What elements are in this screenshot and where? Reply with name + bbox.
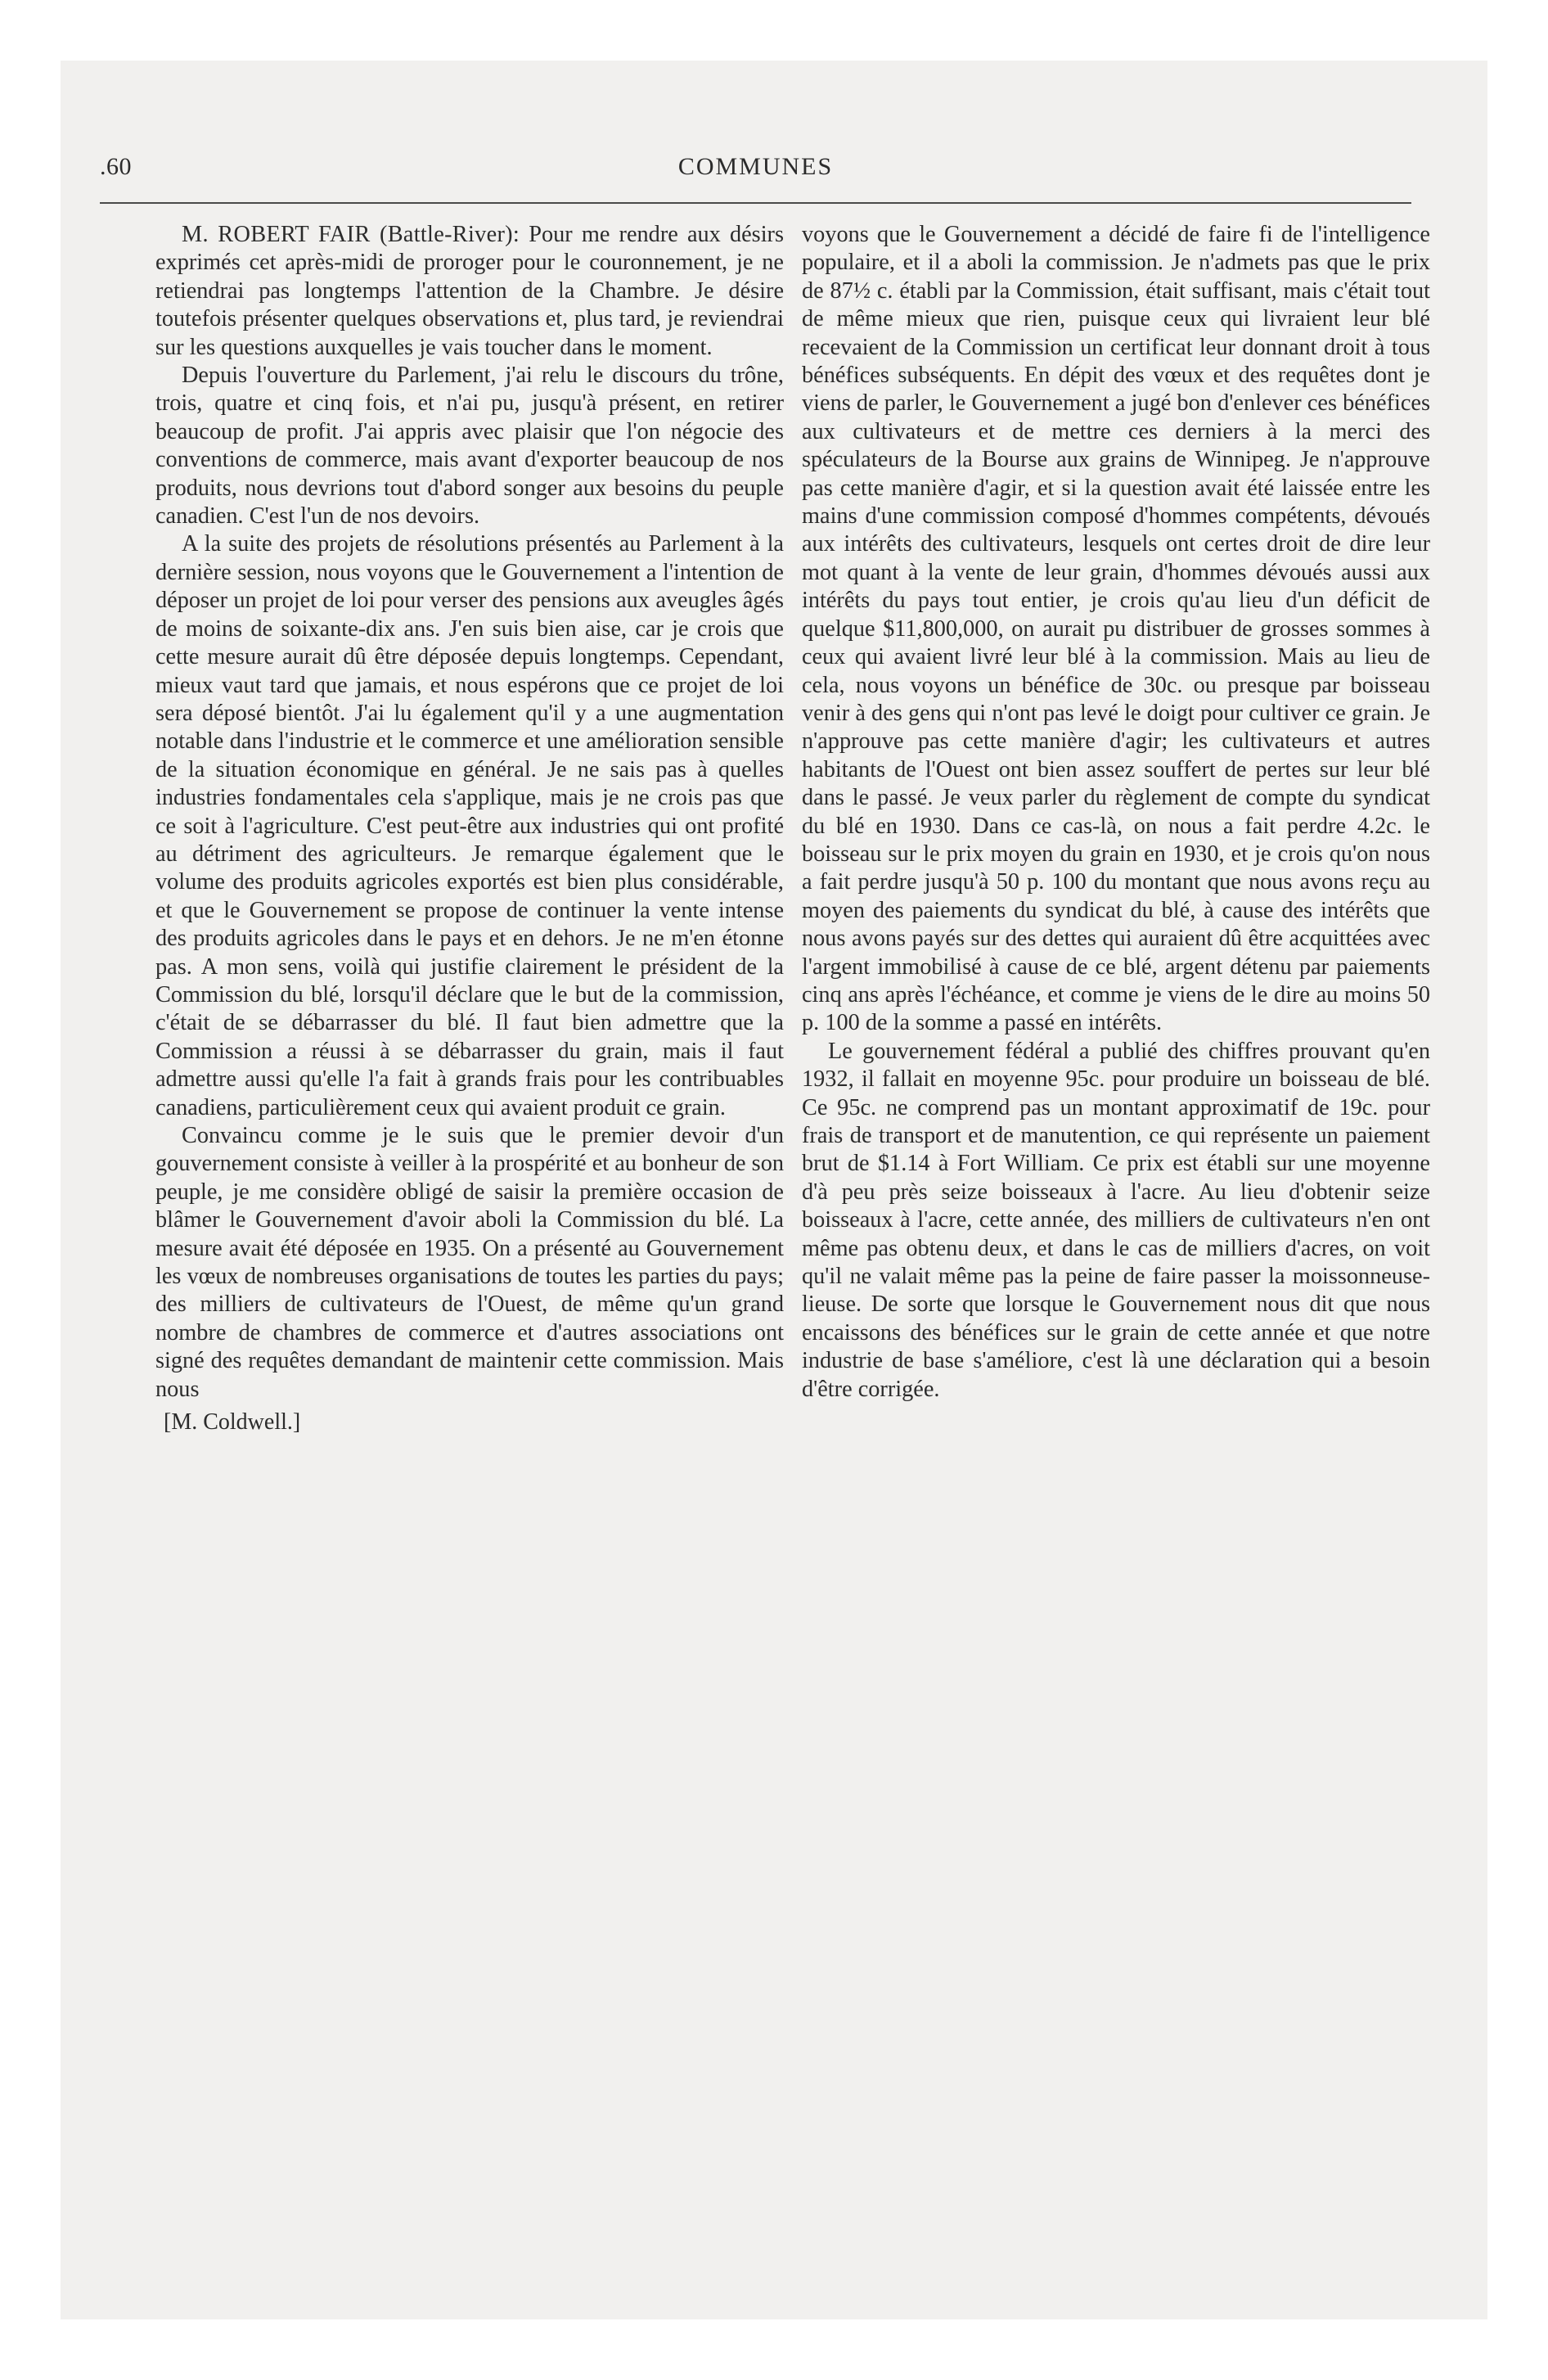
body-paragraph: A la suite des projets de résolutions présentés au Parlement à la dernière session, nous voyons que le Gouvernement a l'intention de déposer un projet de loi pour verser des pensions aux aveugles âgés de moins de soixante-dix ans. J'en suis bien aise, car je crois que cette mesure aurait dû être déposée depuis longtemps. Cependant, mieux vaut tard que jamais, et nous espérons que ce projet de loi sera déposé bientôt. J'ai lu également qu'il y a une augmentation notable dans l'industrie et le commerce et une amélioration sensible de la situation économique en général. Je ne sais pas à quelles industries fondamentales cela s'applique, mais je ne crois pas que ce soit à l'agriculture. C'est peut-être aux industries qui ont profité au détriment des agriculteurs. Je remarque également que le volume des produits agricoles exportés est bien plus considérable, et que le Gouvernement se propose de continuer la vente intense des produits agricoles dans le pays et en dehors. Je ne m'en étonne pas. A mon sens, voilà qui justifie clairement le président de la Commission du blé, lorsqu'il déclare que le but de la commission, c'était de se débarrasser du blé. Il faut bien admettre que la Commission a réussi à se débarrasser du grain, mais il faut admettre aussi qu'elle l'a fait à grands frais pour les contribuables canadiens, particulièrement ceux qui avaient produit ce grain.: [155, 531, 784, 1120]
body-paragraph: voyons que le Gouvernement a décidé de faire fi de l'intelligence populaire, et il a aboli la commission. Je n'admets pas que le prix de 87½ c. établi par la Commission, était suffisant, mais c'était tout de même mieux que rien, puisque ceux qui livraient leur blé recevaient de la Commission un certificat leur donnant droit à tous bénéfices subséquents. En dépit des vœux et des requêtes dont je viens de parler, le Gouvernement a jugé bon d'enlever ces bénéfices aux cultivateurs et de mettre ces derniers à la merci des spéculateurs de la Bourse aux grains de Winnipeg. Je n'approuve pas cette manière d'agir, et si la question avait été laissée entre les mains d'une commission composé d'hommes compétents, dévoués aux intérêts des cultivateurs, lesquels ont certes droit de dire leur mot quant à la vente de leur grain, d'hommes dévoués aussi aux intérêts du pays tout entier, je crois qu'au lieu d'un déficit de quelque $11,800,000, on aurait pu distribuer de grosses sommes à ceux qui avaient livré leur blé à la commission. Mais au lieu de cela, nous voyons un bénéfice de 30c. ou presque par boisseau venir à des gens qui n'ont pas levé le doigt pour cultiver ce grain. Je n'approuve pas cette manière d'agir; les cultivateurs et autres habitants de l'Ouest ont bien assez souffert de pertes sur leur blé dans le passé. Je veux parler du règlement de compte du syndicat du blé en 1930. Dans ce cas-là, on nous a fait perdre 4.2c. le boisseau sur le prix moyen du grain en 1930, et je crois qu'on nous a fait perdre jusqu'à 50 p. 100 du montant que nous avons reçu au moyen des paiements du syndicat du blé, à cause des intérêts que nous avons payés sur des dettes qui auraient dû être acquittées avec l'argent immobilisé à cause de ce blé, argent détenu par paiements cinq ans après l'échéance, et comme je viens de le dire au moins 50 p. 100 de la somme a passé en intérêts.: [802, 222, 1430, 1036]
body-paragraph: Depuis l'ouverture du Parlement, j'ai relu le discours du trône, trois, quatre et cinq fois, et n'ai pu, jusqu'à présent, en retirer beaucoup de profit. J'ai appris avec plaisir que l'on négocie des conventions de commerce, mais avant d'exporter beaucoup de nos produits, nous devrions tout d'abord songer aux besoins du peuple canadien. C'est l'un de nos devoirs.: [155, 363, 784, 530]
right-column: [802, 221, 1430, 1404]
speaker-name: M. ROBERT FAIR (Battle-River):: [182, 222, 520, 247]
body-paragraph: Le gouvernement fédéral a publié des chiffres prouvant qu'en 1932, il fallait en moyenne 95c. pour produire un boisseau de blé. Ce 95c. ne comprend pas un montant approximatif de 19c. pour frais de transport et de manutention, ce qui représente un paiement brut de $1.14 à Fort William. Ce prix est établi sur une moyenne d'à peu près seize boisseaux à l'acre. Au lieu d'obtenir seize boisseaux à l'acre, cette année, des milliers de cultivateurs n'en ont même pas obtenu deux, et dans le cas de milliers d'acres, on voit qu'il ne valait même pas la peine de faire passer la moissonneuse-lieuse. De sorte que lorsque le Gouvernement nous dit que nous encaissons des bénéfices sur le grain de cette année et que notre industrie de base s'améliore, c'est là une déclaration qui a besoin d'être corrigée.: [802, 1038, 1430, 1402]
page-number: .60: [100, 153, 132, 180]
speech-paragraph: [155, 221, 784, 362]
left-column: [155, 221, 784, 1436]
speech-text: Pour me rendre aux désirs exprimés cet après-midi de proroger pour le couronnement, je ne retiendrai pas longtemps l'attention de la Chambre. Je désire toutefois présenter quelques observations et, plus tard, je reviendrai sur les questions auxquelles je vais toucher dans le moment.: [155, 222, 784, 360]
page-header: [100, 153, 1411, 204]
speaker-footer-note: [M. Coldwell.]: [164, 1409, 301, 1436]
running-title: COMMUNES: [677, 153, 834, 180]
body-paragraph: Convaincu comme je le suis que le premier devoir d'un gouvernement consiste à veiller à la prospérité et au bonheur de son peuple, je me considère obligé de saisir la première occasion de blâmer le Gouvernement d'avoir aboli la Commission du blé. La mesure avait été déposée en 1935. On a présenté au Gouvernement les vœux de nombreuses organisations de toutes les parties du pays; des milliers de cultivateurs de l'Ouest, de même qu'un grand nombre de chambres de commerce et d'autres associations ont signé des requêtes demandant de maintenir cette commission. Mais nous: [155, 1123, 784, 1402]
